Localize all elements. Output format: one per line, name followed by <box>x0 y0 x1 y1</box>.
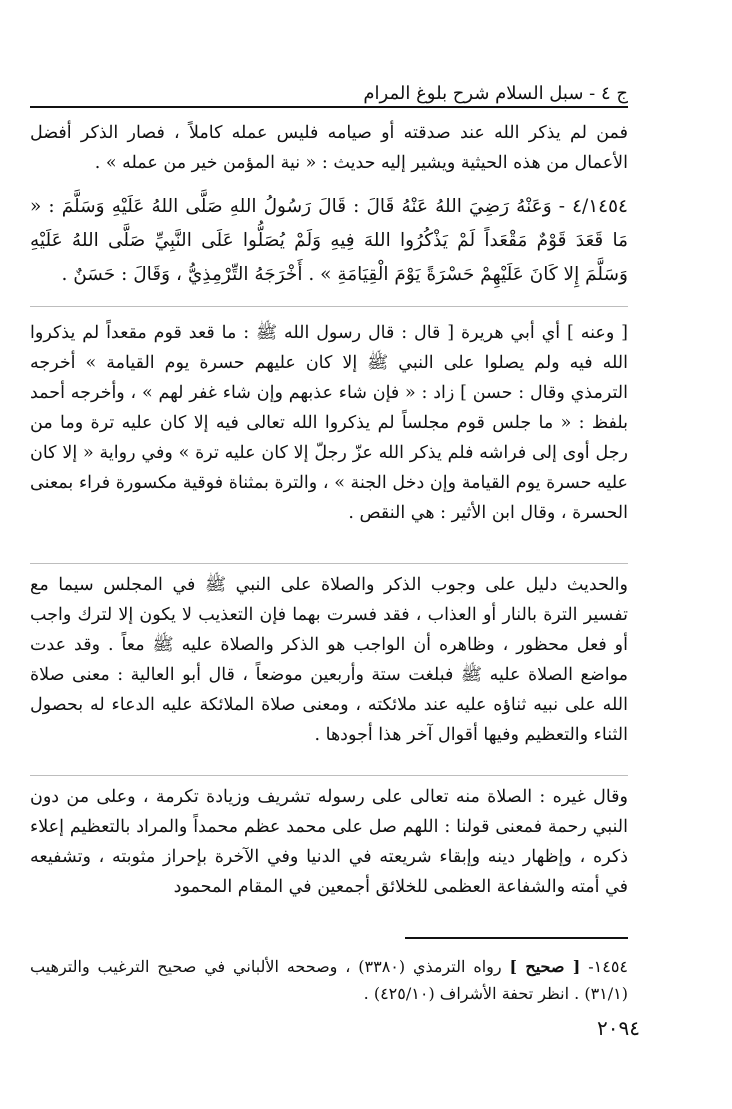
section-divider <box>30 306 628 307</box>
footnote-grade: [ صحيح ] <box>509 957 581 976</box>
paragraph-explanation: وقال غيره : الصلاة منه تعالى على رسوله تشريف وزيادة تكرمة ، وعلى من دون النبي رحمة فمعنى قولنا : اللهم صل على محمد عظم محمداً والمراد بالتعظيم إعلاء ذكره ، وإظهار دينه وإبقاء شريعته في الدنيا وفي الآخرة بإحراز مثوبته ، وتشفيعه في أمته والشفاعة العظمى للخلائق أجمعين في المقام المحمود <box>30 787 628 897</box>
running-header <box>30 64 628 104</box>
header-title: ج ٤ - سبل السلام شرح بلوغ المرام <box>363 83 628 104</box>
footnote-number: ١٤٥٤- <box>588 957 629 976</box>
footnote-rule <box>405 937 628 939</box>
hadith-text: ٤/١٤٥٤ - وَعَنْهُ رَضِيَ اللهُ عَنْهُ قَالَ : قَالَ رَسُولُ اللهِ صَلَّى اللهُ عَلَيْهِ وَسَلَّمَ : « مَا قَعَدَ قَوْمٌ مَقْعَداً لَمْ يَذْكُرُوا اللهَ فِيهِ وَلَمْ يُصَلُّوا عَلَى النَّبِيِّ صَلَّى اللهُ عَلَيْهِ وَسَلَّمَ إِلا كَانَ عَلَيْهِمْ حَسْرَةً يَوْمَ الْقِيَامَةِ » . أَخْرَجَهُ التِّرْمِذِيُّ ، وَقَالَ : حَسَنٌ . <box>30 196 628 285</box>
footnote <box>30 953 628 1007</box>
section-divider <box>30 775 628 776</box>
section-divider <box>30 563 628 564</box>
footnote-text: رواه الترمذي (٣٣٨٠) ، وصححه الألباني في صحيح الترغيب والترهيب (٣١/١) . انظر تحفة الأشراف (٤٢٥/١٠) . <box>30 957 628 1003</box>
paragraph-commentary: [ وعنه ] أي أبي هريرة [ قال : قال رسول الله ﷺ : ما قعد قوم مقعداً لم يذكروا الله فيه ولم يصلوا على النبي ﷺ إلا كان عليهم حسرة يوم القيامة » أخرجه الترمذي وقال : حسن ] زاد : « فإن شاء عذبهم وإن شاء غفر لهم » ، وأخرجه أحمد بلفظ : « ما جلس قوم مجلساً لم يذكروا الله تعالى فيه إلا كان عليه ترة وما من رجل أوى إلى فراشه فلم يذكر الله عزّ رجلّ إلا كان عليه ترة » وفي رواية « إلا كان عليه حسرة يوم القيامة وإن دخل الجنة » ، والترة بمثناة فوقية مكسورة فراء بمعنى الحسرة ، وقال ابن الأثير : هي النقص . <box>30 323 628 523</box>
paragraph-discussion: والحديث دليل على وجوب الذكر والصلاة على النبي ﷺ في المجلس سيما مع تفسير الترة بالنار أو العذاب ، فقد فسرت بهما فإن التعذيب لا يكون إلا لترك واجب أو فعل محظور ، وظاهره أن الواجب هو الذكر والصلاة عليه ﷺ معاً . وقد عدت مواضع الصلاة عليه ﷺ فبلغت ستة وأربعين موضعاً ، قال أبو العالية : معنى صلاة الله على نبيه ثناؤه عليه عند ملائكته ، ومعنى صلاة الملائكة عليه الدعاء له بحصول الثناء والتعظيم وفيها أقوال آخر هذا أجودها . <box>30 575 628 745</box>
header-rule <box>30 106 628 108</box>
paragraph-intro: فمن لم يذكر الله عند صدقته أو صيامه فليس عمله كاملاً ، فصار الذكر أفضل الأعمال من هذه الحيثية ويشير إليه حديث : « نية المؤمن خير من عمله » . <box>30 123 628 173</box>
page-number: ٢٠٩٤ <box>597 1016 640 1040</box>
